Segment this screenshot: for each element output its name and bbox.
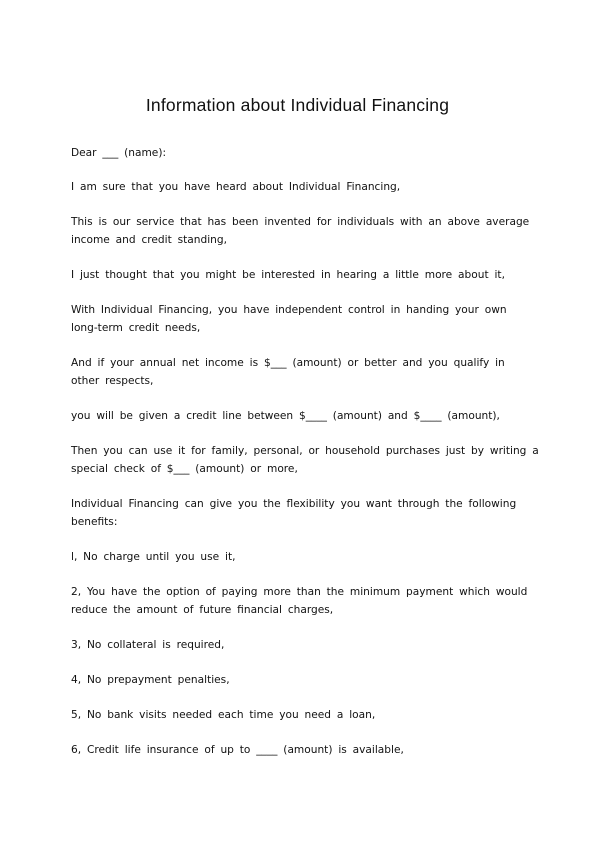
paragraph-interest <box>71 266 526 284</box>
paragraph-intro-text: I am sure that you have heard about Individual Financing, <box>71 181 401 193</box>
paragraph-benefits-intro-line-2: benefits: <box>71 516 118 528</box>
paragraph-interest-text: I just thought that you might be interested in hearing a little more about it, <box>71 269 505 281</box>
paragraph-credit-line <box>71 407 526 425</box>
salutation <box>71 144 526 162</box>
paragraph-usage <box>71 442 539 478</box>
paragraph-income <box>71 354 526 390</box>
benefit-item-6 <box>71 741 526 759</box>
benefit-item-3 <box>71 636 526 654</box>
benefit-item-1 <box>71 548 526 566</box>
paragraph-intro <box>71 178 526 196</box>
benefit-item-5-text: 5, No bank visits needed each time you need a loan, <box>71 709 376 721</box>
paragraph-control-line-2: long-term credit needs, <box>71 322 201 334</box>
benefit-item-4 <box>71 671 526 689</box>
benefit-item-6-text: 6, Credit life insurance of up to ____ (amount) is available, <box>71 744 404 756</box>
benefit-item-2 <box>71 583 526 619</box>
salutation-text: Dear ___ (name): <box>71 147 167 159</box>
paragraph-service <box>71 213 530 249</box>
paragraph-credit-line-text: you will be given a credit line between $____ (amount) and $____ (amount), <box>71 410 500 422</box>
paragraph-income-line-2: other respects, <box>71 375 154 387</box>
benefit-item-3-text: 3, No collateral is required, <box>71 639 225 651</box>
paragraph-benefits-intro <box>71 495 526 531</box>
paragraph-service-line-2: income and credit standing, <box>71 234 227 246</box>
benefit-item-2-line-1: 2, You have the option of paying more than the minimum payment which would <box>71 586 528 598</box>
paragraph-income-line-1: And if your annual net income is $___ (amount) or better and you qualify in <box>71 357 505 369</box>
paragraph-usage-line-2: special check of $___ (amount) or more, <box>71 463 298 475</box>
document-title: Information about Individual Financing <box>145 95 450 115</box>
paragraph-benefits-intro-line-1: Individual Financing can give you the flexibility you want through the following <box>71 498 517 510</box>
paragraph-control-line-1: With Individual Financing, you have independent control in handing your own <box>71 304 507 316</box>
paragraph-service-line-1: This is our service that has been invented for individuals with an above average <box>71 216 530 228</box>
benefit-item-2-line-2: reduce the amount of future financial charges, <box>71 604 334 616</box>
benefit-item-4-text: 4, No prepayment penalties, <box>71 674 230 686</box>
benefit-item-1-text: l, No charge until you use it, <box>71 551 236 563</box>
paragraph-usage-line-1: Then you can use it for family, personal, or household purchases just by writing a <box>71 445 539 457</box>
paragraph-control <box>71 301 526 337</box>
benefit-item-5 <box>71 706 526 724</box>
